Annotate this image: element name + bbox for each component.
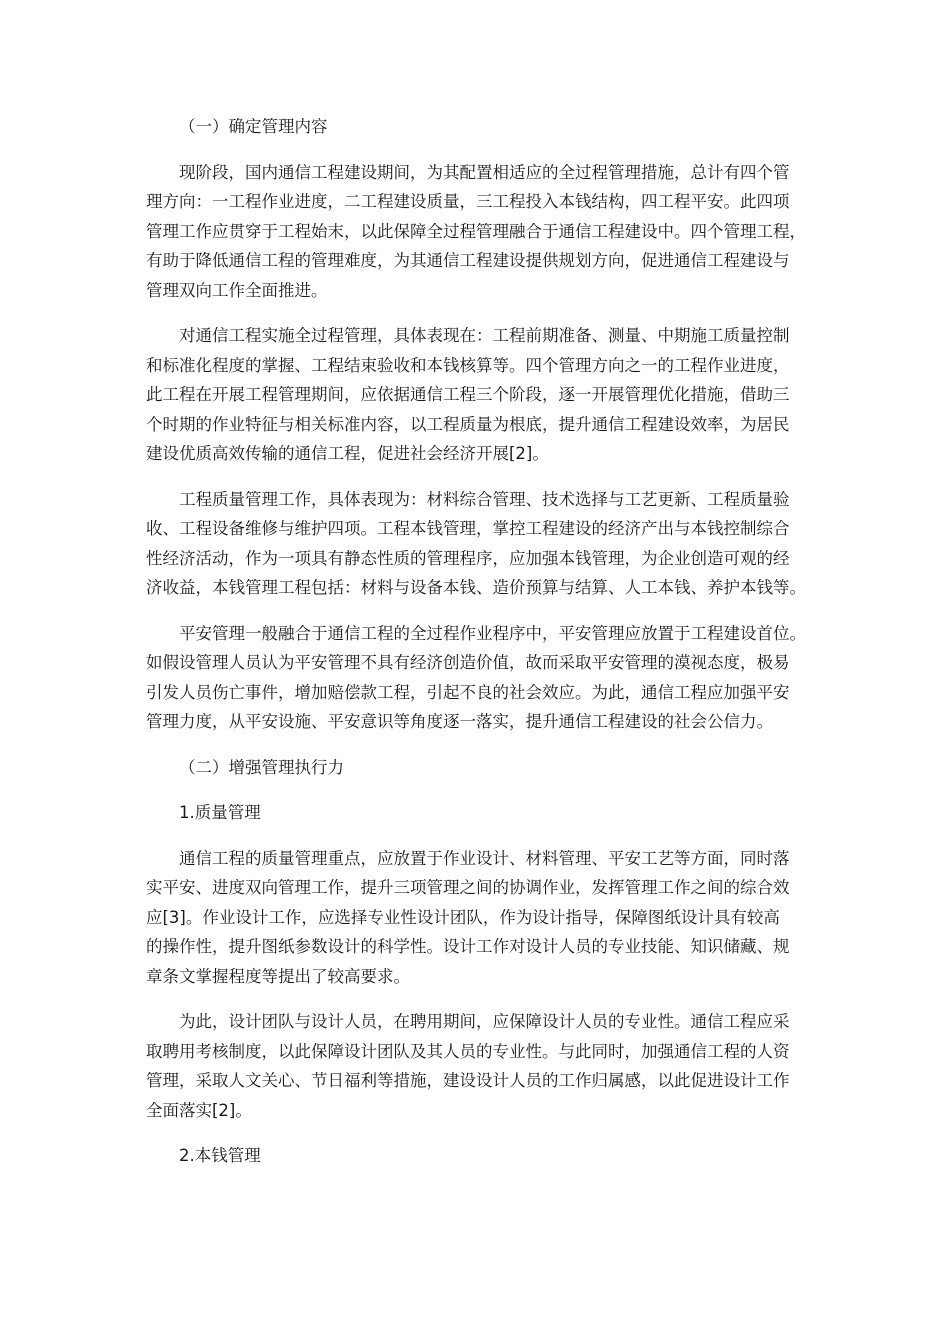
text-line: 对通信工程实施全过程管理，具体表现在：工程前期准备、测量、中期施工质量控制 xyxy=(179,326,790,345)
text-line: 工程质量管理工作，具体表现为：材料综合管理、技术选择与工艺更新、工程质量验 xyxy=(179,489,790,509)
paragraph-whole-process-management xyxy=(146,321,806,469)
paragraph-design-team xyxy=(146,1007,806,1125)
text-line: 应[3]。作业设计工作，应选择专业性设计团队，作为设计指导，保障图纸设计具有较高 xyxy=(146,907,780,927)
text-line: 管理双向工作全面推进。 xyxy=(146,280,328,300)
text-line: 为此，设计团队与设计人员，在聘用期间，应保障设计人员的专业性。通信工程应采 xyxy=(179,1012,790,1031)
text-line: 性经济活动，作为一项具有静态性质的管理程序，应加强本钱管理，为企业创造可观的经 xyxy=(146,548,790,568)
text-line: 的操作性，提升图纸参数设计的科学性。设计工作对设计人员的专业技能、知识储藏、规 xyxy=(146,937,790,956)
text-line: 收、工程设备维修与维护四项。工程本钱管理，掌控工程建设的经济产出与本钱控制综合 xyxy=(146,519,790,538)
text-line: 此工程在开展工程管理期间，应依据通信工程三个阶段，逐一开展管理优化措施，借助三 xyxy=(146,385,790,404)
text-line: 通信工程的质量管理重点，应放置于作业设计、材料管理、平安工艺等方面，同时落 xyxy=(179,848,790,868)
text-line: 章条文掌握程度等提出了较高要求。 xyxy=(146,966,410,986)
paragraph-quality-management-focus xyxy=(146,844,806,992)
document-body xyxy=(146,112,806,1187)
text-line: 取聘用考核制度，以此保障设计团队及其人员的专业性。与此同时，加强通信工程的人资 xyxy=(146,1041,790,1061)
section-heading-execution: （二）增强管理执行力 xyxy=(179,757,344,777)
subsection-heading-cost: 2.本钱管理 xyxy=(179,1146,261,1165)
text-line: 全面落实[2]。 xyxy=(146,1100,252,1120)
text-line: 管理力度，从平安设施、平安意识等角度逐一落实，提升通信工程建设的社会公信力。 xyxy=(146,712,773,731)
text-line: 实平安、进度双向管理工作，提升三项管理之间的协调作业，发挥管理工作之间的综合效 xyxy=(146,878,790,897)
text-line: 理方向：一工程作业进度，二工程建设质量，三工程投入本钱结构，四工程平安。此四项 xyxy=(146,192,790,211)
text-line: 个时期的作业特征与相关标准内容，以工程质量为根底，提升通信工程建设效率，为居民 xyxy=(146,414,790,434)
paragraph-safety-management xyxy=(146,619,806,737)
subsection-heading-quality: 1.质量管理 xyxy=(179,803,261,822)
text-line: 建设优质高效传输的通信工程，促进社会经济开展[2]。 xyxy=(146,444,549,463)
text-line: 有助于降低通信工程的管理难度，为其通信工程建设提供规划方向，促进通信工程建设与 xyxy=(146,251,790,270)
text-line: 和标准化程度的掌握、工程结束验收和本钱核算等。四个管理方向之一的工程作业进度， xyxy=(146,355,790,375)
text-line: 如假设管理人员认为平安管理不具有经济创造价值，故而采取平安管理的漠视态度，极易 xyxy=(146,653,790,672)
text-line: 管理工作应贯穿于工程始末，以此保障全过程管理融合于通信工程建设中。四个管理工程， xyxy=(146,221,806,241)
text-line: 济收益，本钱管理工程包括：材料与设备本钱、造价预算与结算、人工本钱、养护本钱等。 xyxy=(146,578,806,597)
paragraph-quality-and-cost xyxy=(146,485,806,603)
text-line: 引发人员伤亡事件，增加赔偿款工程，引起不良的社会效应。为此，通信工程应加强平安 xyxy=(146,682,790,702)
paragraph-management-directions xyxy=(146,158,806,306)
text-line: 管理，采取人文关心、节日福利等措施，建设设计人员的工作归属感，以此促进设计工作 xyxy=(146,1071,790,1090)
section-heading-define-content: （一）确定管理内容 xyxy=(179,117,328,136)
text-line: 现阶段，国内通信工程建设期间，为其配置相适应的全过程管理措施，总计有四个管 xyxy=(179,162,790,182)
text-line: 平安管理一般融合于通信工程的全过程作业程序中，平安管理应放置于工程建设首位。 xyxy=(179,623,806,643)
